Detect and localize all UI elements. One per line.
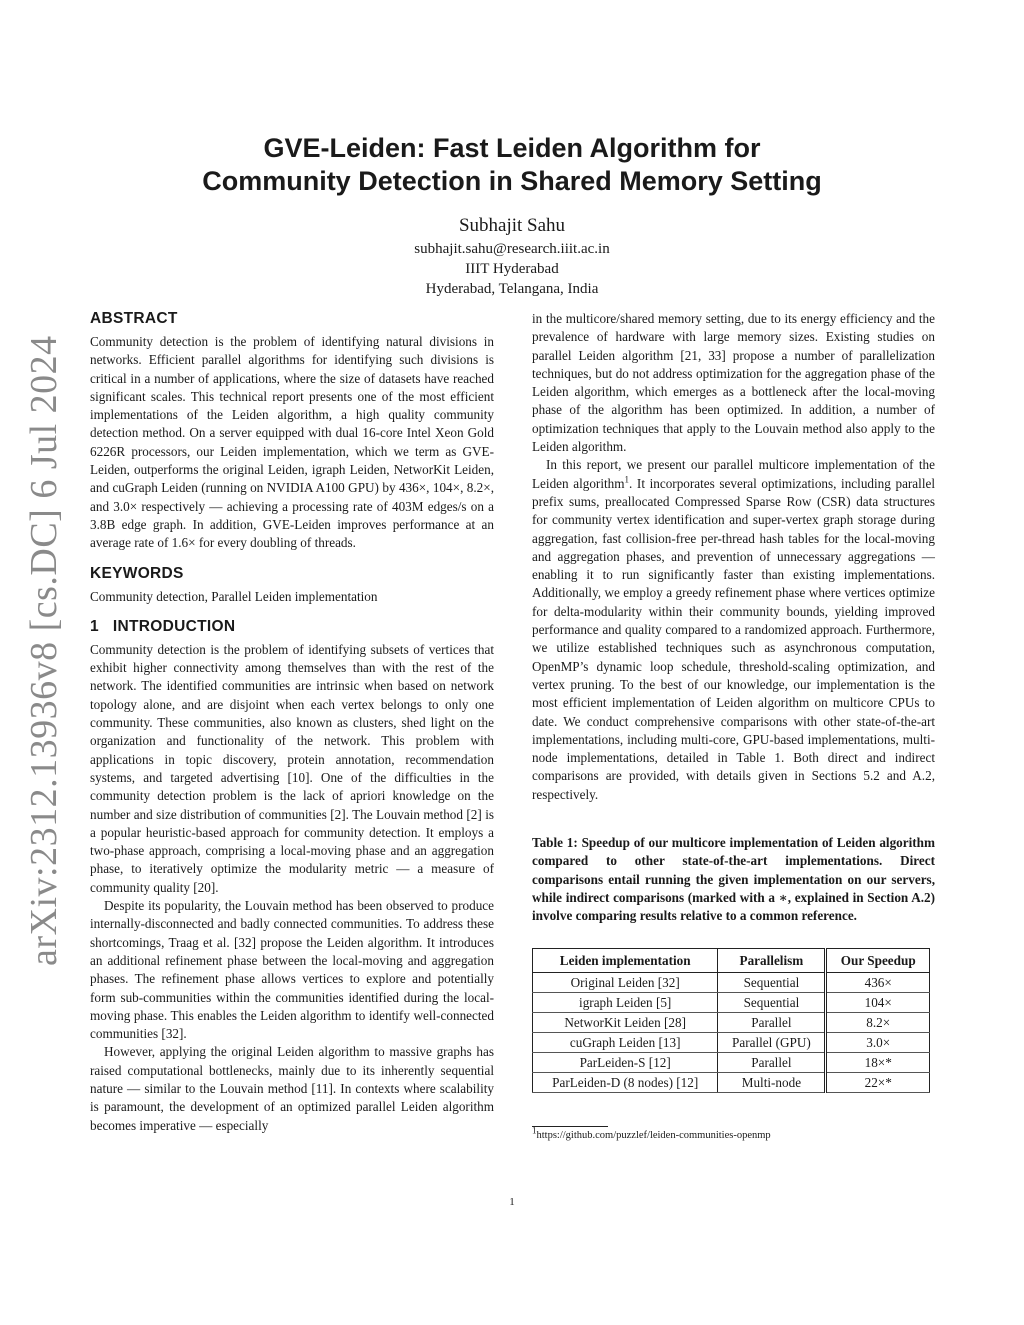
abstract-heading: ABSTRACT [90,310,178,327]
intro-section-number: 1 [90,617,99,635]
footnote-link[interactable]: https://github.com/puzzlef/leiden-communities-openmp [536,1129,771,1141]
abstract-text: Community detection is the problem of identifying natural divisions in networks. Efficient parallel algorithms for identifying such divisions is critical in a number of applications, where the size of datasets have reached significant scales. This technical report presents one of the most efficient implementations of the Leiden algorithm, a high quality community detection method. On a server equipped with dual 16-core Intel Xeon Gold 6226R processors, our Leiden implementation, which we term as GVE-Leiden, outperforms the original Leiden, igraph Leiden, NetworKit Leiden, and cuGraph Leiden (running on NVIDIA A100 GPU) by 436×, 104×, 8.2×, and 3.0× respectively — achieving a processing rate of 403M edges/s on a 3.8B edge graph. In addition, GVE-Leiden improves performance at an average rate of 1.6× for every doubling of threads. [90,334,494,551]
arxiv-identifier: arXiv:2312.13936v8 [cs.DC] 6 Jul 2024 [23,335,65,966]
table-header-cell: Our Speedup [826,948,930,972]
table-cell: Original Leiden [32] [533,972,718,992]
title-line-2: Community Detection in Shared Memory Setting [202,166,822,196]
intro-paragraph-5 [532,456,935,804]
intro-section-title: INTRODUCTION [112,617,236,635]
table-cell: Sequential [718,992,826,1012]
table-cell: ParLeiden-S [12] [533,1052,718,1072]
table-row [533,992,930,1012]
author-email: subhajit.sahu@research.iiit.ac.in [414,241,610,257]
table-cell: 436× [826,972,930,992]
right-column [532,310,935,1143]
page-number: 1 [509,1196,515,1208]
table-cell: igraph Leiden [5] [533,992,718,1012]
intro-paragraph-2: Despite its popularity, the Louvain method has been observed to produce internally-disconnected and badly connected communities. To address these shortcomings, Traag et al. [32] propose the Leiden algorithm. It introduces an additional refinement phase between the local-moving and aggregation phases. The refinement phase allows vertices to explore and potentially form sub-communities within the communities identified during the local-moving phase. This enables the Leiden algorithm to identify well-connected communities [32]. [90,898,494,1042]
footnote-ref: 1 [624,474,630,485]
intro-paragraph-1: Community detection is the problem of identifying subsets of vertices that exhibit higher connectivity among themselves than with the rest of the network. The identified communities are intrinsic when based on network topology alone, and are disjoint when each vertex belongs to only one community. These communities, also known as clusters, shed light on the organization and functionality of the network. This problem with applications in topic discovery, protein annotation, recommendation systems, and targeted advertising [10]. One of the difficulties in the community detection problem is the lack of apriori knowledge on the number and size distribution of communities [2]. The Louvain method [2] is a popular heuristic-based approach for community detection. It employs a two-phase approach, comprising a local-moving phase and an aggregation phase, to iteratively optimize the modularity metric — a measure of community quality [20]. [90,641,494,895]
table-row [533,972,930,992]
author-location: Hyderabad, Telangana, India [425,281,599,297]
footnote-mark: 1 [532,1125,537,1135]
keywords-text: Community detection, Parallel Leiden implementation [90,588,378,604]
table-row [533,1052,930,1072]
intro-paragraph-5-part-b: . It incorporates several optimizations, including parallel prefix sums, preallocated Compressed Sparse Row (CSR) data structures for community vertex identification and super-vertex graph storage during aggregation, fast collision-free per-thread hash tables for the local-moving and aggregation phases, and prevention of unnecessary aggregations — enabling it to run significantly faster than existing implementations. Additionally, we employ a greedy refinement phase where vertices optimize for delta-modularity within their community bounds, yielding improved performance and quality compared to a randomized approach. Furthermore, we utilize established techniques such as asynchronous computation, OpenMP’s dynamic loop schedule, threshold-scaling optimization, and vertex pruning. To the best of our knowledge, our implementation is the most efficient implementation of Leiden algorithm on multicore CPUs to date. We conduct comprehensive comparisons with other state-of-the-art implementations, including multi-core, GPU-based implementations, multi-node implementations, detailed in Table 1. Both direct and indirect comparisons are provided, with details given in Sections 5.2 and A.2, respectively. [532,475,936,802]
table-cell: ParLeiden-D (8 nodes) [12] [533,1072,718,1092]
table-cell: Sequential [718,972,826,992]
table-cell: 8.2× [826,1012,930,1032]
table-caption: Table 1: Speedup of our multicore implementation of Leiden algorithm compared to other state-of-the-art implementations. Direct comparisons entail running the given implementation on our servers, while indirect comparisons (marked with a ∗, explained in Section A.2) involve comparing results relative to a common reference. [532,835,935,924]
table-cell: 22×* [826,1072,930,1092]
table-cell: 104× [826,992,930,1012]
table-cell: Parallel (GPU) [718,1032,826,1052]
table-cell: Multi-node [718,1072,826,1092]
keywords-heading: KEYWORDS [90,564,184,582]
footnote-rule [532,1126,608,1127]
intro-paragraph-5-part-a: In this report, we present our parallel multicore implementation of the Leiden algorithm [532,457,935,491]
table-cell: Parallel [718,1012,826,1032]
speedup-table [532,948,930,1093]
table-header-cell: Parallelism [718,948,826,972]
table-row [533,1072,930,1092]
author-affiliation: IIIT Hyderabad [465,261,559,277]
intro-paragraph-4: in the multicore/shared memory setting, due to its energy efficiency and the prevalence of hardware with large memory sizes. Existing studies on parallel Leiden algorithm [21, 33] propose a number of parallelization techniques, but do not address optimization for the aggregation phase of the Leiden algorithm, which emerges as a bottleneck after the local-moving phase of the algorithm has been optimized. In addition, a number of optimization techniques that apply to the Louvain method also apply to the Leiden algorithm. [532,311,935,455]
table-cell: NetworKit Leiden [28] [533,1012,718,1032]
intro-paragraph-3: However, applying the original Leiden algorithm to massive graphs has raised computational bottlenecks, mainly due to its inherently sequential nature — similar to the Louvain method [11]. In contexts where scalability is paramount, the development of an optimized parallel Leiden algorithm becomes imperative — especially [90,1044,494,1133]
paper-title [100,132,924,198]
author-name: Subhajit Sahu [458,215,566,236]
table-cell: 3.0× [826,1032,930,1052]
table-cell: Parallel [718,1052,826,1072]
table-header-row [533,948,930,972]
table-row [533,1032,930,1052]
intro-heading [90,618,494,636]
title-line-1: GVE-Leiden: Fast Leiden Algorithm for [263,133,761,163]
footnote [532,1125,935,1143]
table-cell: 18×* [826,1052,930,1072]
table-row [533,1012,930,1032]
table-cell: cuGraph Leiden [13] [533,1032,718,1052]
author-block [200,213,824,299]
table-header-cell: Leiden implementation [533,948,718,972]
left-column [90,310,494,1135]
